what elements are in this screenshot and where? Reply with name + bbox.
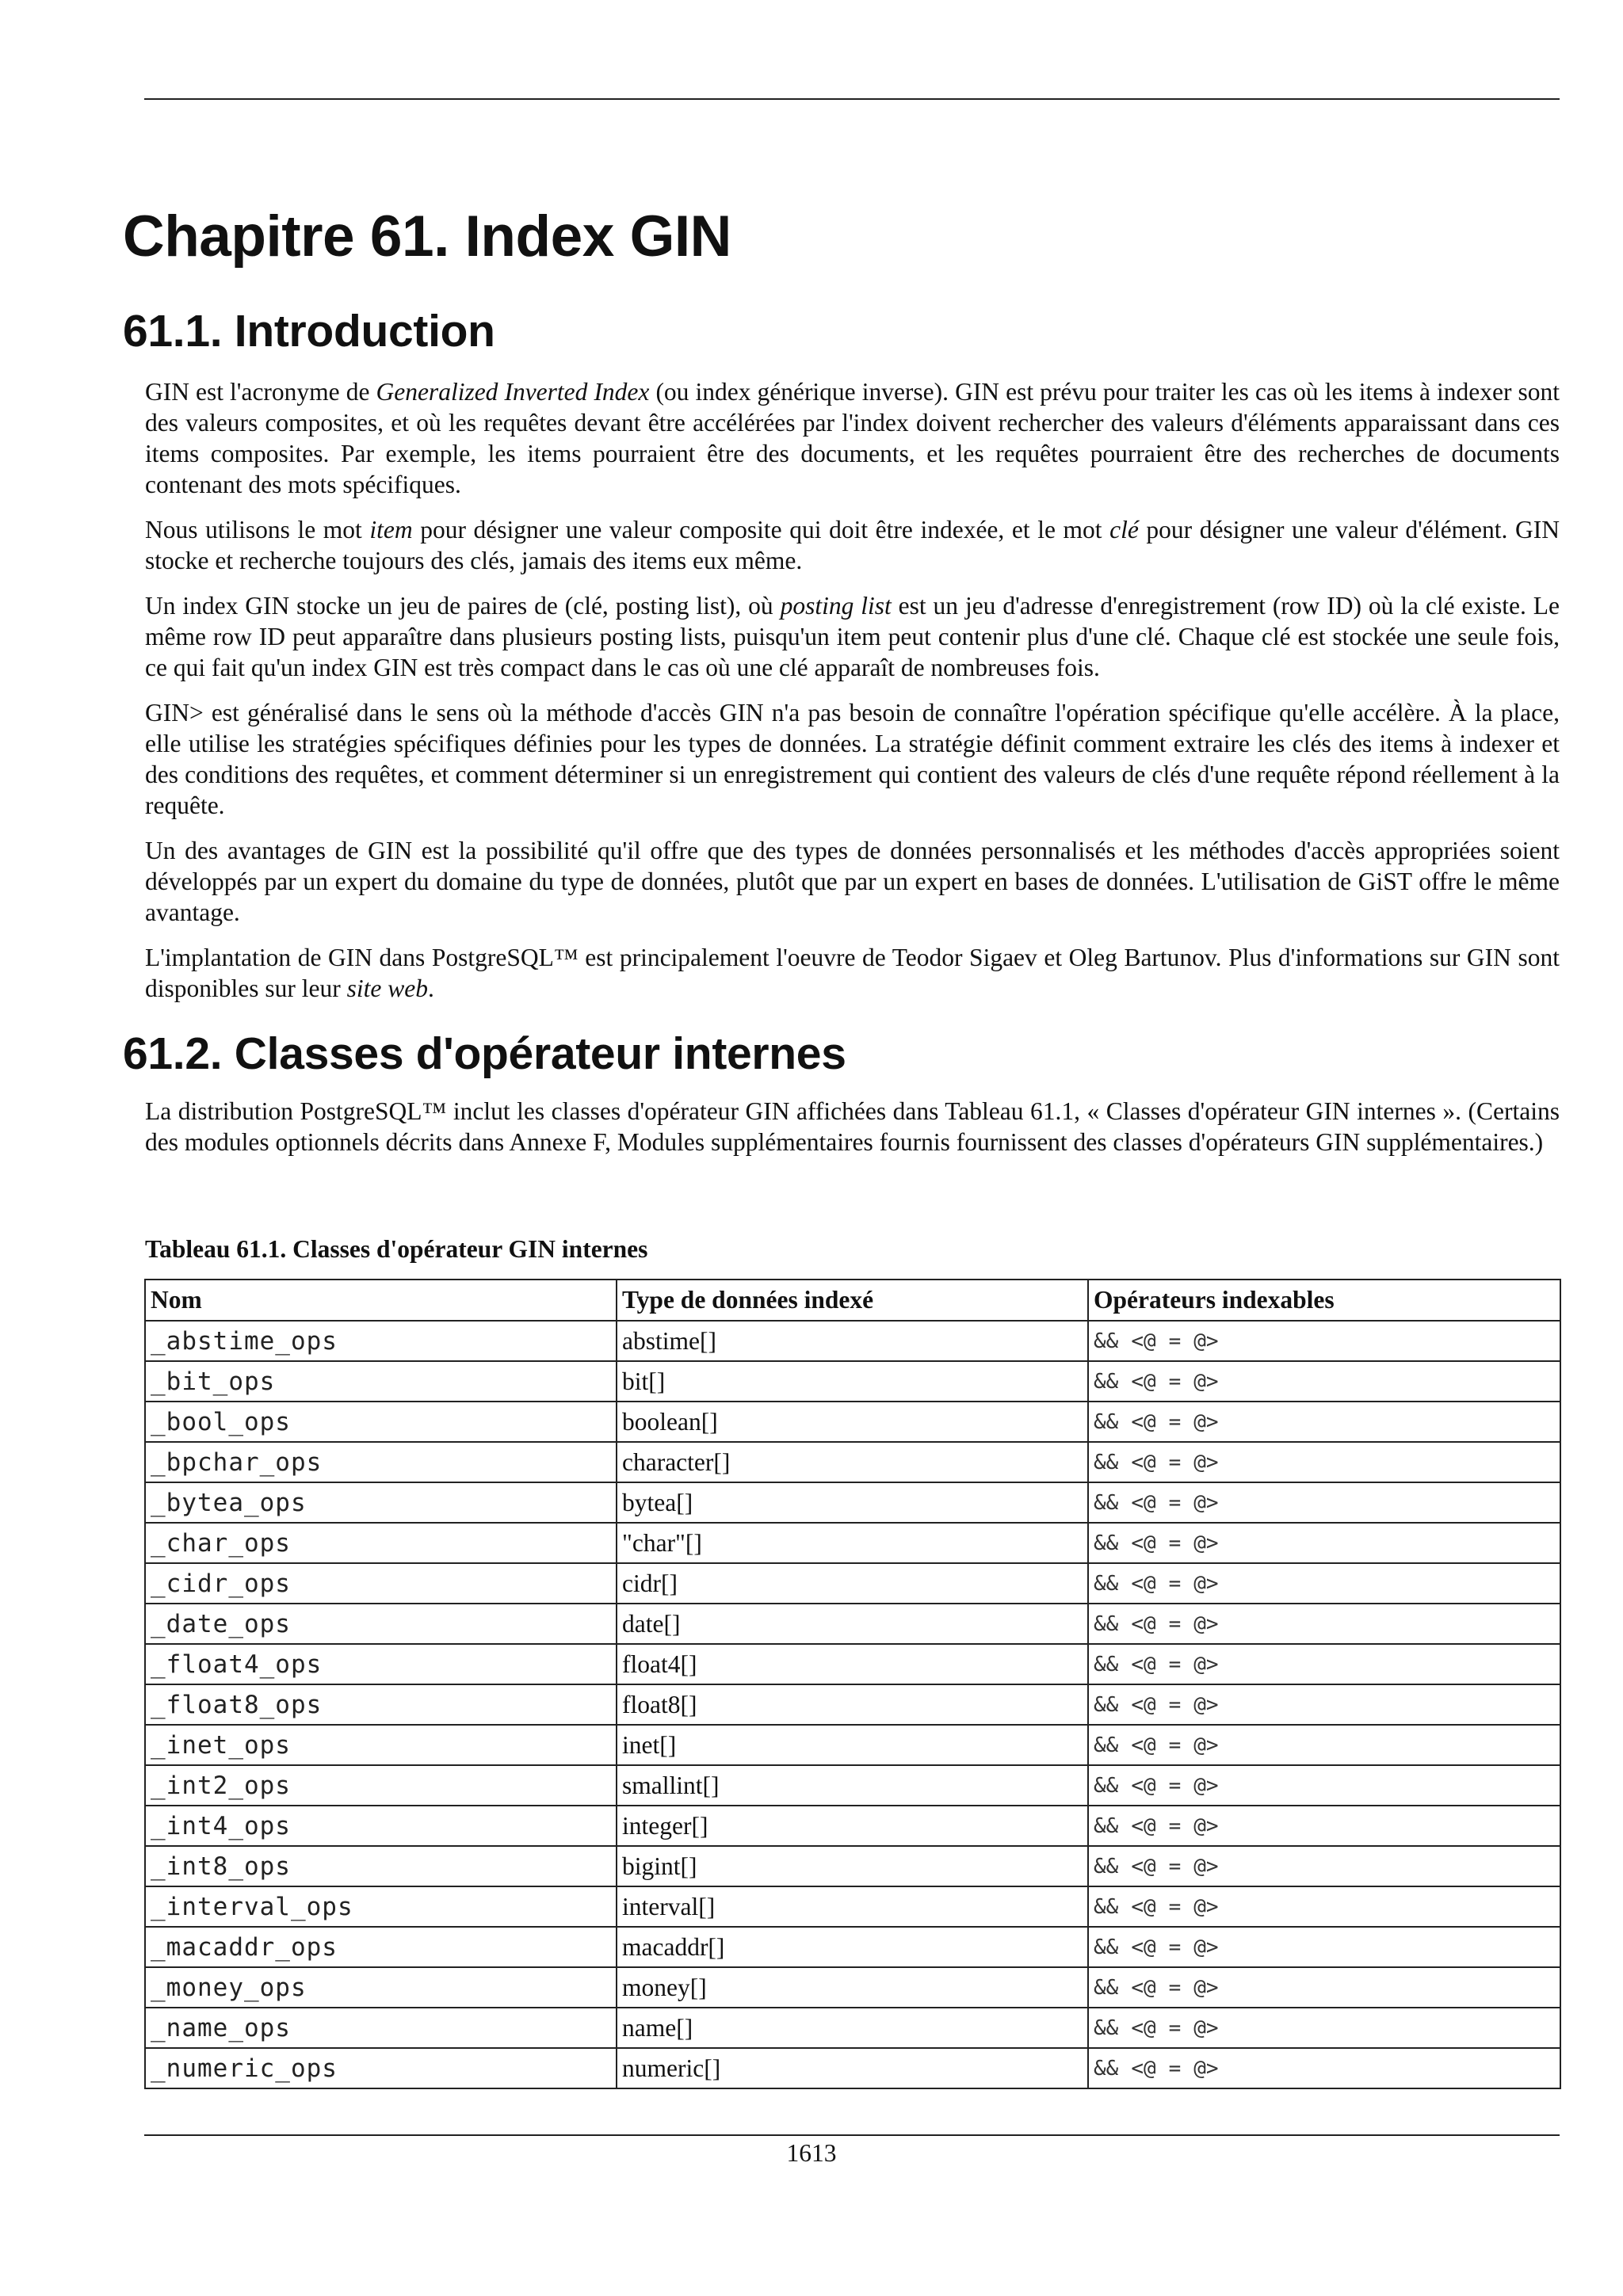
indexable-operators [1088,1684,1560,1725]
operator-class-name: _bytea_ops [145,1482,617,1523]
operator: = [1168,1611,1182,1636]
operator-class-name: _cidr_ops [145,1563,617,1604]
operator: <@ [1131,1490,1156,1515]
operator: = [1168,1894,1182,1919]
operator-class-name: _numeric_ops [145,2048,617,2088]
operator: = [1168,1652,1182,1676]
operator: @> [1193,1409,1219,1434]
operator: = [1168,1490,1182,1515]
indexable-operators [1088,1846,1560,1886]
indexed-data-type: inet[] [617,1725,1088,1765]
operator: <@ [1131,1975,1156,2000]
indexed-data-type: float8[] [617,1684,1088,1725]
operator: && [1094,1369,1119,1394]
table-row [145,1725,1560,1765]
table-header-row [145,1280,1560,1321]
operator: = [1168,1571,1182,1596]
indexable-operators [1088,1321,1560,1361]
site-web-link[interactable]: site web [346,974,428,1002]
indexable-operators [1088,1442,1560,1482]
chapter-title: Chapitre 61. Index GIN [123,204,731,269]
operator: <@ [1131,1773,1156,1798]
indexed-data-type: interval[] [617,1886,1088,1927]
table-row [145,1806,1560,1846]
table-row [145,1321,1560,1361]
operator: <@ [1131,1450,1156,1474]
indexed-data-type: character[] [617,1442,1088,1482]
operator: <@ [1131,1571,1156,1596]
operator: @> [1193,1652,1219,1676]
operator: <@ [1131,1369,1156,1394]
operator-class-name: _bit_ops [145,1361,617,1402]
table-row [145,2008,1560,2048]
indexed-data-type: name[] [617,2008,1088,2048]
column-header-type: Type de données indexé [617,1280,1088,1321]
operator-class-name: _int4_ops [145,1806,617,1846]
operator: = [1168,2056,1182,2081]
operator-class-name: _float4_ops [145,1644,617,1684]
paragraph: Un index GIN stocke un jeu de paires de (clé, posting list), où posting list est un jeu d'adresse d'enregistrement (row ID) où la clé existe. Le même row ID peut apparaître dans plusieurs posting lists, puisqu'un item peut contenir plus d'une clé. Chaque clé est stockée une seule fois, ce qui fait qu'un index GIN est très compact dans le cas où une clé apparaît de nombreuses fois. [145,592,1560,681]
table-row [145,1846,1560,1886]
operator: && [1094,1733,1119,1757]
table-row [145,1684,1560,1725]
indexed-data-type: date[] [617,1604,1088,1644]
operator: && [1094,1611,1119,1636]
indexable-operators [1088,1604,1560,1644]
operator: = [1168,1531,1182,1555]
operator: = [1168,1773,1182,1798]
indexed-data-type: bit[] [617,1361,1088,1402]
operator-class-name: _char_ops [145,1523,617,1563]
paragraph: L'implantation de GIN dans PostgreSQL™ est principalement l'oeuvre de Teodor Sigaev et Oleg Bartunov. Plus d'informations sur GIN sont disponibles sur leur site web. [145,944,1560,1002]
table-row [145,1927,1560,1967]
paragraph: GIN> est généralisé dans le sens où la méthode d'accès GIN n'a pas besoin de connaître l'opération spécifique qu'elle accélère. À la place, elle utilise les stratégies spécifiques définies pour les types de données. La stratégie définit comment extraire les clés des items à indexer et des conditions des requêtes, et comment déterminer si un enregistrement qui contient des valeurs de clés d'une requête répond réellement à la requête. [145,699,1560,819]
operator-class-name: _bpchar_ops [145,1442,617,1482]
operator: = [1168,1854,1182,1878]
operator: @> [1193,1329,1219,1353]
table-row [145,1361,1560,1402]
operator: = [1168,1450,1182,1474]
indexable-operators [1088,1644,1560,1684]
operator-class-name: _int2_ops [145,1765,617,1806]
table-row [145,1967,1560,2008]
footer-rule [144,2134,1560,2136]
operator: @> [1193,1571,1219,1596]
operator: && [1094,1814,1119,1838]
operator: @> [1193,1854,1219,1878]
operator: <@ [1131,1611,1156,1636]
operator: && [1094,1652,1119,1676]
paragraph: La distribution PostgreSQL™ inclut les classes d'opérateur GIN affichées dans Tableau 61.1, « Classes d'opérateur GIN internes ». (Certains des modules optionnels décrits dans Annexe F, Modules supplémentaires fournis fournissent des classes d'opérateurs GIN supplémentaires.) [145,1097,1560,1156]
operator: && [1094,1975,1119,2000]
operator: = [1168,1329,1182,1353]
operator: @> [1193,1975,1219,2000]
operator: @> [1193,1369,1219,1394]
operator: && [1094,1692,1119,1717]
table-row [145,1604,1560,1644]
operator: = [1168,1814,1182,1838]
indexable-operators [1088,1927,1560,1967]
table-row [145,1402,1560,1442]
operator: && [1094,2016,1119,2040]
operator: <@ [1131,1692,1156,1717]
introduction-body [145,376,1560,1004]
table-row [145,2048,1560,2088]
indexable-operators [1088,1563,1560,1604]
indexable-operators [1088,1765,1560,1806]
table-row [145,1886,1560,1927]
indexable-operators [1088,1806,1560,1846]
operator-class-name: _interval_ops [145,1886,617,1927]
operator: = [1168,1409,1182,1434]
indexed-data-type: smallint[] [617,1765,1088,1806]
paragraph: GIN est l'acronyme de Generalized Inverted Index (ou index générique inverse). GIN est prévu pour traiter les cas où les items à indexer sont des valeurs composites, et où les requêtes devant être accélérées par l'index doivent rechercher des valeurs d'éléments apparaissant dans ces items composites. Par exemple, les items pourraient être des documents, et les requêtes pourraient être des recherches de documents contenant des mots spécifiques. [145,378,1560,498]
page-number: 1613 [786,2139,837,2167]
operator: && [1094,1894,1119,1919]
table-row [145,1765,1560,1806]
operator-class-name: _abstime_ops [145,1321,617,1361]
paragraph: Nous utilisons le mot item pour désigner une valeur composite qui doit être indexée, et le mot clé pour désigner une valeur d'élément. GIN stocke et recherche toujours des clés, jamais des items eux même. [145,516,1560,574]
operator: <@ [1131,2016,1156,2040]
operator: <@ [1131,1935,1156,1959]
indexed-data-type: bytea[] [617,1482,1088,1523]
operator: && [1094,1571,1119,1596]
operator-classes-table [144,1279,1561,2089]
indexable-operators [1088,1967,1560,2008]
operator: <@ [1131,1329,1156,1353]
operator: && [1094,1773,1119,1798]
operator-class-name: _date_ops [145,1604,617,1644]
operator: <@ [1131,1854,1156,1878]
operator: && [1094,1329,1119,1353]
operator: && [1094,1409,1119,1434]
operator: <@ [1131,2056,1156,2081]
operator: @> [1193,1894,1219,1919]
header-rule [144,98,1560,100]
indexable-operators [1088,1402,1560,1442]
operator: = [1168,2016,1182,2040]
operator-class-name: _money_ops [145,1967,617,2008]
table-row [145,1442,1560,1482]
operator: <@ [1131,1652,1156,1676]
operator: && [1094,1450,1119,1474]
indexed-data-type: abstime[] [617,1321,1088,1361]
operator: <@ [1131,1733,1156,1757]
table-caption: Tableau 61.1. Classes d'opérateur GIN internes [145,1235,648,1263]
operator: @> [1193,2016,1219,2040]
indexed-data-type: money[] [617,1967,1088,2008]
operator: && [1094,1854,1119,1878]
operator: = [1168,1975,1182,2000]
indexable-operators [1088,1886,1560,1927]
operator: @> [1193,1450,1219,1474]
operator-class-name: _name_ops [145,2008,617,2048]
operator: && [1094,1531,1119,1555]
operator-class-name: _macaddr_ops [145,1927,617,1967]
operator: <@ [1131,1814,1156,1838]
operator: && [1094,1490,1119,1515]
operator: = [1168,1733,1182,1757]
indexable-operators [1088,2048,1560,2088]
operator: <@ [1131,1531,1156,1555]
operator: @> [1193,1773,1219,1798]
indexed-data-type: cidr[] [617,1563,1088,1604]
operator: && [1094,1935,1119,1959]
operator: @> [1193,2056,1219,2081]
paragraph: Un des avantages de GIN est la possibilité qu'il offre que des types de données personnalisés et les méthodes d'accès appropriées soient développés par un expert du domaine du type de données, plutôt que par un expert en bases de données. L'utilisation de GiST offre le même avantage. [145,837,1560,926]
indexed-data-type: macaddr[] [617,1927,1088,1967]
indexed-data-type: bigint[] [617,1846,1088,1886]
table-row [145,1523,1560,1563]
operator: = [1168,1369,1182,1394]
operator-class-name: _bool_ops [145,1402,617,1442]
operator: <@ [1131,1409,1156,1434]
operator-class-name: _float8_ops [145,1684,617,1725]
operator: @> [1193,1531,1219,1555]
indexed-data-type: "char"[] [617,1523,1088,1563]
operator: @> [1193,1611,1219,1636]
indexed-data-type: numeric[] [617,2048,1088,2088]
indexable-operators [1088,1523,1560,1563]
operator: && [1094,2056,1119,2081]
indexed-data-type: integer[] [617,1806,1088,1846]
operator: = [1168,1692,1182,1717]
operator: @> [1193,1692,1219,1717]
operator: @> [1193,1935,1219,1959]
classes-body [145,1096,1560,1158]
indexable-operators [1088,1361,1560,1402]
operator-class-name: _int8_ops [145,1846,617,1886]
indexable-operators [1088,2008,1560,2048]
column-header-name: Nom [145,1280,617,1321]
operator: <@ [1131,1894,1156,1919]
operator: @> [1193,1490,1219,1515]
operator: @> [1193,1733,1219,1757]
table-row [145,1482,1560,1523]
table-row [145,1563,1560,1604]
indexed-data-type: float4[] [617,1644,1088,1684]
table-row [145,1644,1560,1684]
operator-class-name: _inet_ops [145,1725,617,1765]
operator: = [1168,1935,1182,1959]
section-heading-classes: 61.2. Classes d'opérateur internes [123,1028,846,1079]
indexed-data-type: boolean[] [617,1402,1088,1442]
column-header-operators: Opérateurs indexables [1088,1280,1560,1321]
indexable-operators [1088,1725,1560,1765]
section-heading-introduction: 61.1. Introduction [123,306,495,357]
operator: @> [1193,1814,1219,1838]
indexable-operators [1088,1482,1560,1523]
